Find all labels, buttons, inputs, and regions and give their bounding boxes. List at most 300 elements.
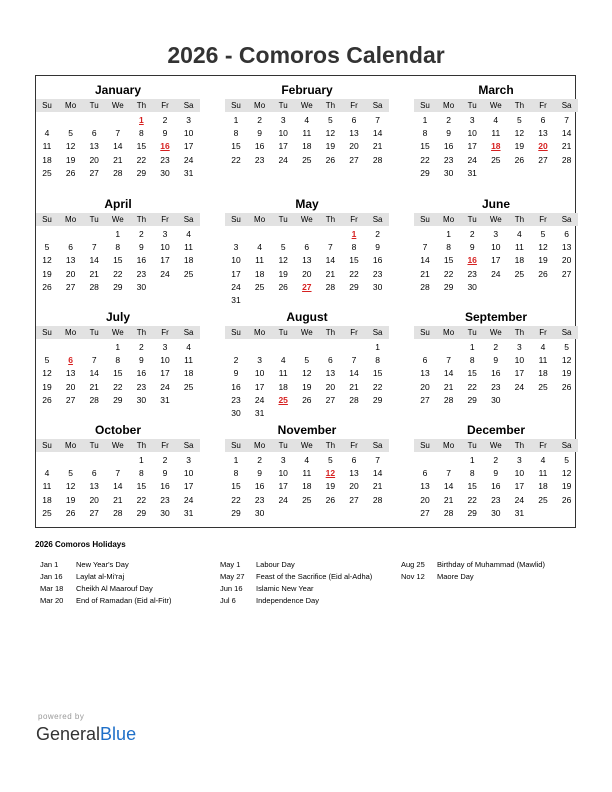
calendar-day: 7: [375, 455, 380, 465]
calendar-day: 27: [65, 394, 76, 405]
calendar-day: 6: [91, 128, 97, 139]
weekday-label: Su: [42, 328, 52, 337]
calendar-day: 22: [136, 494, 147, 505]
calendar-day: 7: [91, 242, 97, 253]
calendar-day: 27: [420, 394, 430, 405]
weekday-label: Tu: [89, 441, 99, 450]
calendar-day: 20: [420, 381, 430, 392]
calendar-day: 11: [184, 355, 193, 366]
calendar-day: 15: [113, 255, 123, 266]
calendar-day: 24: [467, 154, 477, 165]
weekday-label: Sa: [372, 215, 383, 224]
calendar-day: 8: [115, 242, 121, 253]
calendar-day: 21: [420, 268, 430, 279]
calendar-day: 2: [446, 115, 451, 125]
calendar-day: 15: [467, 368, 477, 379]
calendar-day: 22: [420, 154, 430, 165]
calendar-day: 26: [561, 494, 572, 505]
calendar-day: 19: [65, 494, 76, 505]
calendar-day: 27: [561, 268, 572, 279]
calendar-day: 25: [302, 154, 312, 165]
calendar-day: 31: [183, 167, 194, 178]
calendar-day: 7: [446, 468, 451, 479]
calendar-day: 7: [446, 355, 451, 366]
calendar-day: 20: [561, 255, 572, 266]
calendar-day: 12: [42, 368, 52, 379]
calendar-day: 1: [422, 115, 428, 125]
calendar-day: 27: [89, 507, 99, 518]
weekday-label: We: [111, 328, 124, 337]
calendar-day: 23: [443, 154, 454, 165]
weekday-label: We: [300, 101, 313, 110]
calendar-day: 8: [469, 468, 475, 479]
calendar-day: 7: [115, 128, 121, 139]
holiday-date: Aug 25: [401, 560, 425, 569]
weekday-label: We: [489, 328, 502, 337]
calendar-day: 4: [540, 455, 546, 465]
calendar-day: 2: [139, 229, 144, 239]
calendar-day: 9: [257, 468, 262, 479]
weekday-label: Th: [136, 101, 147, 110]
weekday-header: [36, 99, 200, 112]
calendar-day: 5: [304, 355, 310, 366]
month-december: [414, 423, 578, 523]
calendar-day: 21: [113, 154, 123, 165]
calendar-day: 14: [372, 128, 383, 139]
holiday-day: 6: [68, 355, 73, 366]
calendar-day: 10: [514, 355, 525, 366]
holiday-date: Nov 12: [401, 572, 425, 581]
calendar-day: 8: [375, 355, 380, 366]
calendar-day: 24: [254, 394, 265, 405]
calendar-day: 13: [538, 128, 548, 139]
calendar-day: 26: [42, 281, 52, 292]
calendar-day: 27: [325, 394, 336, 405]
calendar-day: 9: [493, 468, 499, 479]
month-june: [414, 197, 578, 297]
calendar-day: 15: [231, 141, 241, 152]
calendar-day: 14: [443, 481, 454, 492]
weekday-label: Fr: [539, 215, 547, 224]
calendar-day: 19: [325, 481, 336, 492]
calendar-day: 26: [325, 154, 336, 165]
calendar-day: 15: [136, 141, 147, 152]
calendar-day: 19: [302, 381, 312, 392]
calendar-day: 11: [491, 128, 501, 139]
calendar-day: 4: [44, 128, 50, 139]
holiday-item: [220, 571, 372, 583]
calendar-day: 3: [162, 342, 168, 352]
month-name: May: [295, 197, 319, 211]
calendar-day: 9: [233, 368, 239, 379]
weekday-label: Sa: [183, 441, 194, 450]
calendar-day: 19: [538, 255, 548, 266]
holiday-column: [220, 559, 372, 607]
month-name: December: [466, 423, 526, 437]
calendar-day: 27: [538, 154, 548, 165]
calendar-day: 1: [139, 455, 144, 465]
weekday-label: Mo: [443, 215, 455, 224]
weekday-label: Th: [514, 328, 525, 337]
weekday-label: Tu: [467, 441, 477, 450]
calendar-day: 13: [89, 141, 99, 152]
holiday-day: 16: [160, 141, 170, 152]
calendar-day: 12: [65, 141, 76, 152]
weekday-header: [414, 99, 578, 112]
weekday-label: Su: [231, 441, 241, 450]
weekday-label: We: [111, 101, 124, 110]
calendar-day: 22: [372, 381, 383, 392]
calendar-day: 21: [372, 481, 383, 492]
calendar-day: 26: [278, 281, 288, 292]
weekday-label: Mo: [254, 441, 266, 450]
calendar-day: 4: [304, 115, 310, 125]
weekday-label: Su: [42, 215, 52, 224]
calendar-day: 30: [136, 281, 147, 292]
calendar-day: 14: [561, 128, 572, 139]
weekday-label: We: [300, 328, 313, 337]
calendar-day: 12: [561, 468, 572, 479]
calendar-day: 11: [538, 355, 548, 366]
calendar-day: 3: [257, 355, 262, 366]
calendar-day: 26: [65, 167, 76, 178]
month-name: June: [481, 197, 510, 211]
month-september: [414, 310, 578, 410]
calendar-day: 8: [446, 242, 451, 253]
calendar-day: 17: [231, 268, 241, 279]
calendar-day: 1: [115, 229, 121, 239]
calendar-day: 5: [540, 229, 546, 239]
calendar-day: 4: [186, 342, 191, 352]
calendar-day: 23: [160, 154, 170, 165]
calendar-day: 10: [467, 128, 477, 139]
calendar-day: 20: [65, 268, 76, 279]
calendar-day: 14: [420, 255, 430, 266]
calendar-day: 18: [302, 481, 312, 492]
calendar-day: 25: [538, 494, 548, 505]
holiday-day: 20: [538, 141, 548, 152]
calendar-day: 15: [231, 481, 241, 492]
calendar-day: 18: [538, 481, 548, 492]
weekday-label: Sa: [183, 328, 194, 337]
holiday-column: [401, 559, 545, 583]
calendar-day: 22: [467, 381, 477, 392]
weekday-label: Sa: [372, 441, 383, 450]
calendar-day: 22: [113, 268, 123, 279]
weekday-label: Fr: [350, 215, 358, 224]
brand-blue: Blue: [100, 724, 137, 744]
weekday-header: [414, 213, 578, 226]
weekday-label: Th: [136, 328, 147, 337]
calendar-day: 28: [443, 507, 454, 518]
calendar-day: 19: [65, 154, 76, 165]
calendar-day: 30: [254, 507, 265, 518]
weekday-label: Fr: [539, 441, 547, 450]
calendar-day: 8: [469, 355, 475, 366]
calendar-day: 11: [514, 242, 524, 253]
holiday-name: Islamic New Year: [256, 584, 314, 593]
calendar-day: 14: [325, 255, 336, 266]
weekday-label: Th: [325, 441, 336, 450]
calendar-day: 23: [491, 381, 501, 392]
calendar-day: 17: [160, 255, 170, 266]
calendar-day: 27: [349, 154, 359, 165]
calendar-day: 11: [42, 141, 52, 152]
calendar-day: 6: [564, 229, 569, 239]
calendar-day: 11: [184, 242, 193, 253]
weekday-label: We: [489, 215, 502, 224]
weekday-header: [36, 326, 200, 339]
calendar-day: 6: [351, 455, 357, 465]
weekday-label: Su: [42, 441, 52, 450]
calendar-day: 17: [491, 255, 501, 266]
calendar-day: 6: [540, 115, 546, 125]
calendar-day: 7: [351, 355, 357, 366]
weekday-label: Th: [136, 215, 147, 224]
weekday-label: Su: [420, 441, 430, 450]
weekday-label: Th: [325, 328, 336, 337]
holiday-item: [40, 559, 171, 571]
calendar-day: 5: [280, 242, 286, 253]
calendar-day: 3: [186, 455, 191, 465]
calendar-day: 5: [68, 128, 73, 139]
calendar-day: 21: [349, 381, 359, 392]
weekday-label: Su: [420, 328, 430, 337]
calendar-day: 21: [443, 381, 454, 392]
calendar-day: 27: [420, 507, 430, 518]
calendar-day: 14: [113, 481, 123, 492]
calendar-day: 25: [491, 154, 501, 165]
month-name: February: [281, 83, 333, 97]
calendar-day: 7: [422, 242, 428, 253]
calendar-day: 31: [467, 167, 477, 178]
weekday-label: Sa: [561, 441, 572, 450]
calendar-day: 10: [278, 468, 288, 479]
weekday-label: Tu: [467, 101, 477, 110]
calendar-day: 10: [183, 128, 194, 139]
holiday-item: [401, 571, 545, 583]
calendar-day: 28: [349, 394, 359, 405]
calendar-day: 3: [280, 455, 286, 465]
weekday-label: Su: [420, 215, 430, 224]
weekday-label: Tu: [89, 101, 99, 110]
calendar-day: 24: [160, 381, 170, 392]
calendar-day: 2: [162, 115, 168, 125]
calendar-day: 16: [136, 255, 147, 266]
calendar-day: 16: [231, 381, 241, 392]
calendar-day: 10: [491, 242, 501, 253]
calendar-day: 15: [113, 368, 123, 379]
calendar-day: 28: [325, 281, 336, 292]
calendar-day: 19: [278, 268, 288, 279]
holiday-column: [40, 559, 171, 607]
calendar-day: 28: [443, 394, 454, 405]
calendar-day: 3: [493, 229, 499, 239]
weekday-label: Su: [231, 101, 241, 110]
calendar-day: 19: [514, 141, 525, 152]
calendar-day: 20: [325, 381, 336, 392]
calendar-day: 3: [517, 342, 522, 352]
calendar-day: 12: [65, 481, 76, 492]
holiday-date: Mar 20: [40, 596, 64, 605]
calendar-day: 6: [422, 355, 428, 366]
weekday-label: Mo: [65, 215, 77, 224]
calendar-day: 25: [183, 381, 194, 392]
weekday-label: Sa: [372, 328, 383, 337]
calendar-day: 12: [325, 128, 336, 139]
month-name: July: [105, 310, 130, 324]
calendar-day: 26: [302, 394, 312, 405]
holiday-item: [220, 595, 372, 607]
weekday-label: Sa: [561, 101, 572, 110]
holiday-name: Independence Day: [256, 596, 319, 605]
calendar-day: 25: [42, 167, 52, 178]
calendar-day: 21: [89, 268, 99, 279]
calendar-day: 23: [372, 268, 383, 279]
calendar-day: 27: [89, 167, 99, 178]
calendar-day: 24: [514, 381, 525, 392]
calendar-day: 4: [186, 229, 191, 239]
weekday-header: [414, 326, 578, 339]
calendar-day: 13: [89, 481, 99, 492]
weekday-label: Tu: [278, 215, 288, 224]
calendar-day: 22: [231, 154, 241, 165]
calendar-day: 11: [302, 128, 312, 139]
calendar-day: 25: [254, 281, 265, 292]
calendar-day: 5: [44, 242, 50, 253]
calendar-day: 1: [446, 229, 451, 239]
calendar-day: 7: [564, 115, 569, 125]
weekday-label: Tu: [278, 441, 288, 450]
calendar-day: 4: [540, 342, 546, 352]
calendar-day: 31: [160, 394, 170, 405]
calendar-day: 16: [160, 481, 170, 492]
weekday-label: Tu: [467, 328, 477, 337]
holiday-name: Birthday of Muhammad (Mawlid): [437, 560, 545, 569]
weekday-header: [225, 99, 389, 112]
weekday-label: Fr: [350, 441, 358, 450]
weekday-label: Fr: [350, 101, 358, 110]
calendar-day: 9: [375, 242, 380, 253]
calendar-day: 22: [443, 268, 454, 279]
calendar-day: 4: [517, 229, 522, 239]
weekday-label: Fr: [350, 328, 358, 337]
calendar-day: 30: [443, 167, 454, 178]
calendar-day: 14: [113, 141, 123, 152]
holiday-day: 27: [302, 281, 312, 292]
weekday-label: Su: [42, 101, 52, 110]
calendar-day: 28: [420, 281, 430, 292]
calendar-day: 21: [113, 494, 123, 505]
calendar-day: 20: [65, 381, 76, 392]
calendar-day: 20: [349, 481, 359, 492]
calendar-day: 12: [42, 255, 52, 266]
calendar-day: 13: [420, 368, 430, 379]
brand-logo[interactable]: [36, 724, 136, 745]
calendar-day: 9: [257, 128, 262, 139]
holiday-name: Maore Day: [437, 572, 474, 581]
calendar-day: 31: [183, 507, 194, 518]
calendar-day: 25: [42, 507, 52, 518]
holiday-date: Jun 16: [220, 584, 243, 593]
calendar-day: 23: [467, 268, 477, 279]
calendar-day: 18: [183, 255, 194, 266]
month-february: [225, 83, 389, 183]
calendar-day: 19: [42, 268, 52, 279]
calendar-day: 21: [325, 268, 336, 279]
calendar-day: 5: [328, 115, 333, 125]
calendar-day: 26: [65, 507, 76, 518]
calendar-day: 16: [254, 481, 265, 492]
calendar-day: 29: [136, 507, 147, 518]
weekday-label: Th: [136, 441, 147, 450]
powered-by-text: powered by: [38, 712, 85, 721]
calendar-day: 23: [136, 381, 147, 392]
calendar-day: 14: [443, 368, 454, 379]
weekday-label: Mo: [443, 101, 455, 110]
weekday-label: We: [300, 441, 313, 450]
holidays-title: 2026 Comoros Holidays: [35, 540, 126, 549]
holiday-day: 18: [491, 141, 501, 152]
calendar-day: 4: [257, 242, 262, 253]
month-april: [36, 197, 200, 297]
calendar-day: 14: [349, 368, 359, 379]
holiday-item: [401, 559, 545, 571]
calendar-day: 10: [231, 255, 241, 266]
calendar-day: 21: [89, 381, 99, 392]
weekday-label: Sa: [183, 215, 194, 224]
calendar-day: 3: [233, 242, 239, 253]
weekday-label: We: [111, 215, 124, 224]
calendar-day: 1: [115, 342, 121, 352]
calendar-day: 17: [514, 368, 525, 379]
calendar-day: 22: [467, 494, 477, 505]
calendar-day: 9: [139, 242, 144, 253]
holiday-date: Jan 16: [40, 572, 63, 581]
calendar-day: 15: [349, 255, 359, 266]
calendar-day: 28: [113, 507, 123, 518]
weekday-label: Tu: [467, 215, 477, 224]
month-name: April: [104, 197, 132, 211]
weekday-header: [414, 439, 578, 452]
calendar-day: 5: [44, 355, 50, 366]
holiday-date: May 27: [220, 572, 245, 581]
weekday-label: We: [111, 441, 124, 450]
calendar-day: 11: [302, 468, 312, 479]
calendar-day: 9: [469, 242, 475, 253]
weekday-label: Th: [514, 215, 525, 224]
weekday-label: Th: [325, 101, 336, 110]
calendar-day: 30: [160, 167, 170, 178]
calendar-day: 18: [254, 268, 265, 279]
calendar-day: 13: [420, 481, 430, 492]
calendar-day: 16: [443, 141, 454, 152]
month-name: November: [277, 423, 337, 437]
weekday-label: Th: [514, 101, 525, 110]
calendar-day: 7: [375, 115, 380, 125]
calendar-day: 19: [42, 381, 52, 392]
calendar-day: 29: [231, 507, 241, 518]
calendar-day: 23: [491, 494, 501, 505]
weekday-label: Mo: [254, 328, 266, 337]
calendar-day: 1: [233, 115, 239, 125]
holiday-item: [220, 559, 372, 571]
weekday-label: Tu: [278, 328, 288, 337]
calendar-day: 2: [257, 455, 262, 465]
calendar-day: 5: [564, 342, 569, 352]
calendar-day: 16: [372, 255, 383, 266]
calendar-day: 11: [42, 481, 52, 492]
